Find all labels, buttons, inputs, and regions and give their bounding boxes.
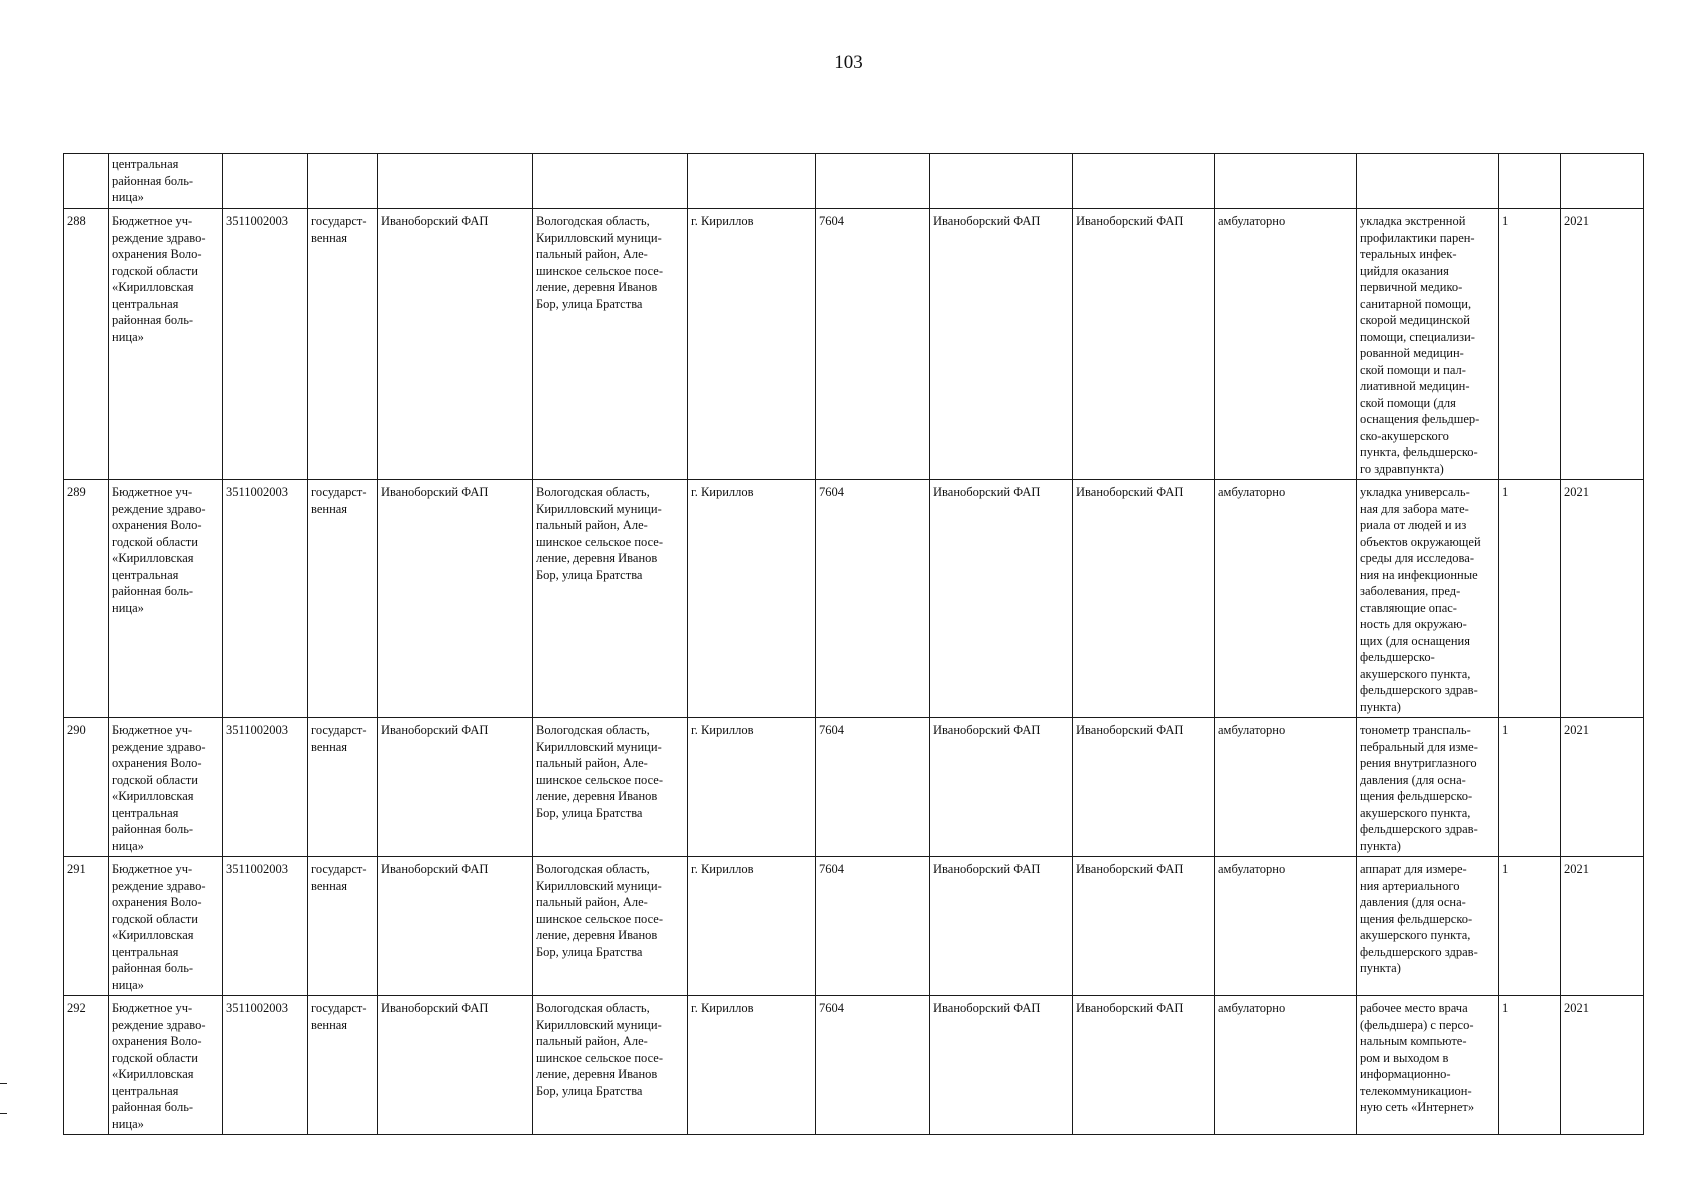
- institution-text: Бюджетное уч- реждение здраво- охранения Воло- годской области «Кирилловская центральная районная боль- ница»: [112, 214, 206, 344]
- address-text: Вологодская область, Кирилловский муници- пальный район, Але- шинское сельское посе- ление, деревня Иванов Бор, улица Братства: [536, 862, 663, 959]
- institution-text: центральная районная боль- ница»: [112, 157, 194, 204]
- cell-care-type: [1215, 718, 1357, 857]
- cell-unit: [930, 480, 1073, 718]
- cell-code: [816, 996, 930, 1135]
- cell-quantity: [1499, 718, 1561, 857]
- cell-unit: [930, 718, 1073, 857]
- cell-care-type: [1215, 154, 1357, 209]
- institution-text: Бюджетное уч- реждение здраво- охранения Воло- годской области «Кирилловская центральная районная боль- ница»: [112, 485, 206, 615]
- inn-text: 3511002003: [226, 862, 289, 876]
- cell-code: [816, 209, 930, 480]
- cell-year: [1561, 718, 1644, 857]
- row-number: 288: [67, 214, 86, 228]
- subunit-text: Иваноборский ФАП: [1076, 485, 1184, 499]
- year-text: 2021: [1564, 1001, 1589, 1015]
- cell-care-type: [1215, 480, 1357, 718]
- address-text: Вологодская область, Кирилловский муници- пальный район, Але- шинское сельское посе- ление, деревня Иванов Бор, улица Братства: [536, 1001, 663, 1098]
- row-number: 292: [67, 1001, 86, 1015]
- cell-ownership: [308, 209, 378, 480]
- cell-inn: [223, 857, 308, 996]
- equipment-text: аппарат для измере- ния артериального давления (для осна- щения фельдшерско- акушерского пункта, фельдшерского здрав- пункта): [1360, 862, 1478, 975]
- inn-text: 3511002003: [226, 485, 289, 499]
- cell-subunit: [1073, 996, 1215, 1135]
- equipment-registry-table: [63, 153, 1644, 1135]
- cell-institution: [109, 996, 223, 1135]
- locality-text: г. Кириллов: [691, 485, 754, 499]
- cell-address: [533, 857, 688, 996]
- cell-institution: [109, 209, 223, 480]
- table-row: [64, 996, 1644, 1135]
- locality-text: г. Кириллов: [691, 862, 754, 876]
- cell-equipment: [1357, 154, 1499, 209]
- cell-locality: [688, 154, 816, 209]
- cell-num: [64, 857, 109, 996]
- cell-inn: [223, 480, 308, 718]
- cell-inn: [223, 154, 308, 209]
- cell-equipment: [1357, 857, 1499, 996]
- cell-equipment: [1357, 480, 1499, 718]
- ownership-text: государст- венная: [311, 214, 367, 245]
- cell-unit: [930, 154, 1073, 209]
- inn-text: 3511002003: [226, 723, 289, 737]
- quantity-text: 1: [1502, 485, 1509, 499]
- institution-text: Бюджетное уч- реждение здраво- охранения Воло- годской области «Кирилловская центральная районная боль- ница»: [112, 723, 206, 853]
- cell-unit: [930, 996, 1073, 1135]
- code-text: 7604: [819, 862, 844, 876]
- inn-text: 3511002003: [226, 1001, 289, 1015]
- cell-facility: [378, 480, 533, 718]
- cell-locality: [688, 996, 816, 1135]
- locality-text: г. Кириллов: [691, 723, 754, 737]
- cell-locality: [688, 209, 816, 480]
- address-text: Вологодская область, Кирилловский муници- пальный район, Але- шинское сельское посе- ление, деревня Иванов Бор, улица Братства: [536, 485, 663, 582]
- cell-facility: [378, 209, 533, 480]
- scan-margin-mark: [0, 1113, 7, 1114]
- unit-text: Иваноборский ФАП: [933, 485, 1041, 499]
- care-type-text: амбулаторно: [1218, 485, 1286, 499]
- cell-year: [1561, 996, 1644, 1135]
- registry-body: [64, 154, 1644, 1135]
- cell-subunit: [1073, 718, 1215, 857]
- cell-locality: [688, 718, 816, 857]
- cell-num: [64, 996, 109, 1135]
- subunit-text: Иваноборский ФАП: [1076, 214, 1184, 228]
- unit-text: Иваноборский ФАП: [933, 723, 1041, 737]
- cell-address: [533, 480, 688, 718]
- table-row: [64, 209, 1644, 480]
- cell-quantity: [1499, 480, 1561, 718]
- cell-subunit: [1073, 480, 1215, 718]
- cell-institution: [109, 857, 223, 996]
- cell-subunit: [1073, 209, 1215, 480]
- subunit-text: Иваноборский ФАП: [1076, 862, 1184, 876]
- cell-care-type: [1215, 996, 1357, 1135]
- address-text: Вологодская область, Кирилловский муници- пальный район, Але- шинское сельское посе- ление, деревня Иванов Бор, улица Братства: [536, 723, 663, 820]
- cell-locality: [688, 480, 816, 718]
- equipment-text: рабочее место врача (фельдшера) с персо- нальным компьюте- ром и выходом в информационно- телекоммуникацион- ную сеть «Интернет»: [1360, 1001, 1475, 1114]
- year-text: 2021: [1564, 862, 1589, 876]
- cell-care-type: [1215, 857, 1357, 996]
- address-text: Вологодская область, Кирилловский муници- пальный район, Але- шинское сельское посе- ление, деревня Иванов Бор, улица Братства: [536, 214, 663, 311]
- cell-code: [816, 154, 930, 209]
- code-text: 7604: [819, 723, 844, 737]
- cell-num: [64, 718, 109, 857]
- quantity-text: 1: [1502, 862, 1509, 876]
- quantity-text: 1: [1502, 723, 1509, 737]
- scan-margin-mark: [0, 1083, 7, 1084]
- cell-address: [533, 718, 688, 857]
- cell-num: [64, 480, 109, 718]
- cell-ownership: [308, 480, 378, 718]
- cell-ownership: [308, 996, 378, 1135]
- unit-text: Иваноборский ФАП: [933, 862, 1041, 876]
- row-number: 290: [67, 723, 86, 737]
- equipment-text: укладка экстренной профилактики парен- теральных инфек- цийдля оказания первичной медико- санитарной помощи, скорой медицинской помощи, специализи- рованной медицин- ской помощи и пал- лиативной медицин- ской помощи (для оснащения фельдшер- ско-акушерского пункта, фельдшерско- го здравпункта): [1360, 214, 1480, 476]
- cell-year: [1561, 480, 1644, 718]
- care-type-text: амбулаторно: [1218, 723, 1286, 737]
- code-text: 7604: [819, 214, 844, 228]
- equipment-text: укладка универсаль- ная для забора мате- риала от людей и из объектов окружающей среды для исследова- ния на инфекционные заболевания, пред- ставляющие опас- ность для окружаю- щих (для оснащения фельдшерско- акушерского пункта, фельдшерского здрав- пункта): [1360, 485, 1481, 714]
- cell-address: [533, 209, 688, 480]
- ownership-text: государст- венная: [311, 723, 367, 754]
- care-type-text: амбулаторно: [1218, 862, 1286, 876]
- code-text: 7604: [819, 485, 844, 499]
- cell-inn: [223, 718, 308, 857]
- facility-text: Иваноборский ФАП: [381, 214, 489, 228]
- cell-care-type: [1215, 209, 1357, 480]
- subunit-text: Иваноборский ФАП: [1076, 1001, 1184, 1015]
- cell-year: [1561, 154, 1644, 209]
- year-text: 2021: [1564, 723, 1589, 737]
- cell-inn: [223, 209, 308, 480]
- cell-inn: [223, 996, 308, 1135]
- cell-quantity: [1499, 154, 1561, 209]
- quantity-text: 1: [1502, 214, 1509, 228]
- unit-text: Иваноборский ФАП: [933, 1001, 1041, 1015]
- cell-subunit: [1073, 154, 1215, 209]
- cell-subunit: [1073, 857, 1215, 996]
- facility-text: Иваноборский ФАП: [381, 1001, 489, 1015]
- cell-quantity: [1499, 209, 1561, 480]
- subunit-text: Иваноборский ФАП: [1076, 723, 1184, 737]
- cell-equipment: [1357, 996, 1499, 1135]
- cell-ownership: [308, 857, 378, 996]
- ownership-text: государст- венная: [311, 485, 367, 516]
- table-row: [64, 718, 1644, 857]
- cell-equipment: [1357, 718, 1499, 857]
- cell-unit: [930, 209, 1073, 480]
- locality-text: г. Кириллов: [691, 214, 754, 228]
- equipment-text: тонометр транспаль- пебральный для изме- рения внутриглазного давления (для осна- щения фельдшерско- акушерского пункта, фельдшерского здрав- пункта): [1360, 723, 1478, 853]
- care-type-text: амбулаторно: [1218, 214, 1286, 228]
- cell-quantity: [1499, 857, 1561, 996]
- page-number: 103: [834, 52, 863, 73]
- facility-text: Иваноборский ФАП: [381, 723, 489, 737]
- cell-ownership: [308, 154, 378, 209]
- year-text: 2021: [1564, 214, 1589, 228]
- quantity-text: 1: [1502, 1001, 1509, 1015]
- cell-institution: [109, 718, 223, 857]
- cell-institution: [109, 154, 223, 209]
- cell-code: [816, 480, 930, 718]
- cell-facility: [378, 718, 533, 857]
- ownership-text: государст- венная: [311, 862, 367, 893]
- table-row-continued: [64, 154, 1644, 209]
- unit-text: Иваноборский ФАП: [933, 214, 1041, 228]
- cell-facility: [378, 996, 533, 1135]
- cell-address: [533, 996, 688, 1135]
- institution-text: Бюджетное уч- реждение здраво- охранения Воло- годской области «Кирилловская центральная районная боль- ница»: [112, 1001, 206, 1131]
- year-text: 2021: [1564, 485, 1589, 499]
- cell-quantity: [1499, 996, 1561, 1135]
- cell-code: [816, 857, 930, 996]
- cell-num: [64, 154, 109, 209]
- table-row: [64, 480, 1644, 718]
- locality-text: г. Кириллов: [691, 1001, 754, 1015]
- cell-ownership: [308, 718, 378, 857]
- row-number: 291: [67, 862, 86, 876]
- cell-code: [816, 718, 930, 857]
- cell-facility: [378, 154, 533, 209]
- cell-num: [64, 209, 109, 480]
- ownership-text: государст- венная: [311, 1001, 367, 1032]
- cell-address: [533, 154, 688, 209]
- table-row: [64, 857, 1644, 996]
- row-number: 289: [67, 485, 86, 499]
- code-text: 7604: [819, 1001, 844, 1015]
- care-type-text: амбулаторно: [1218, 1001, 1286, 1015]
- inn-text: 3511002003: [226, 214, 289, 228]
- institution-text: Бюджетное уч- реждение здраво- охранения Воло- годской области «Кирилловская центральная районная боль- ница»: [112, 862, 206, 992]
- facility-text: Иваноборский ФАП: [381, 485, 489, 499]
- cell-facility: [378, 857, 533, 996]
- cell-unit: [930, 857, 1073, 996]
- cell-year: [1561, 857, 1644, 996]
- cell-year: [1561, 209, 1644, 480]
- cell-equipment: [1357, 209, 1499, 480]
- cell-locality: [688, 857, 816, 996]
- cell-institution: [109, 480, 223, 718]
- facility-text: Иваноборский ФАП: [381, 862, 489, 876]
